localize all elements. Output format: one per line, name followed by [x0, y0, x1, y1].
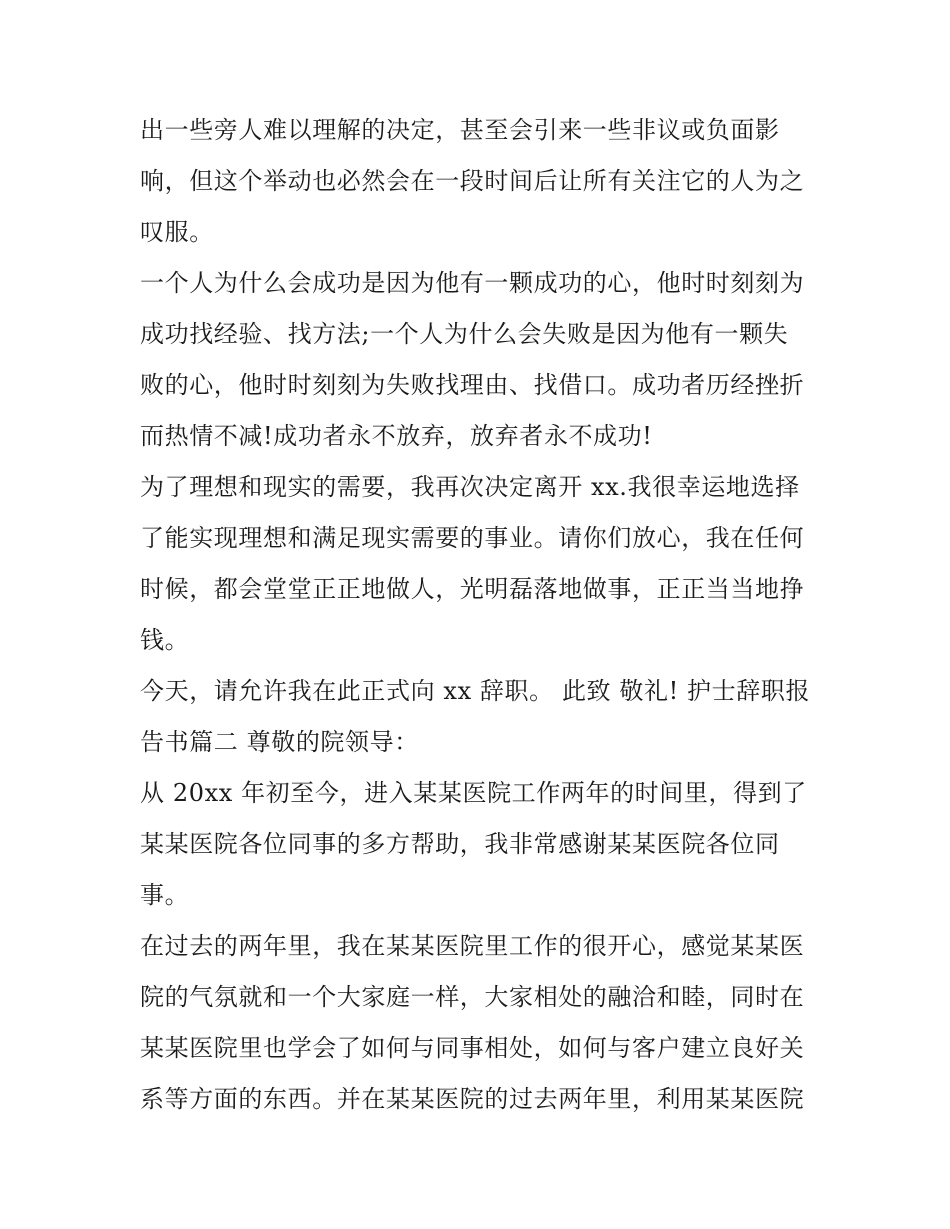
text-line: 从 20xx 年初至今，进入某某医院工作两年的时间里，得到了	[140, 779, 807, 807]
text-line: 系等方面的东西。并在某某医院的过去两年里，利用某某医院	[140, 1085, 805, 1113]
text-line: 院的气氛就和一个大家庭一样，大家相处的融洽和睦，同时在	[140, 983, 805, 1011]
text-line: 某某医院各位同事的多方帮助，我非常感谢某某医院各位同	[140, 830, 780, 858]
text-line: 成功找经验、找方法;一个人为什么会失败是因为他有一颗失	[140, 320, 789, 348]
text-line: 了能实现理想和满足现实需要的事业。请你们放心，我在任何	[140, 524, 805, 552]
text-line: 某某医院里也学会了如何与同事相处，如何与客户建立良好关	[140, 1034, 805, 1062]
text-line: 响，但这个举动也必然会在一段时间后让所有关注它的人为之	[140, 167, 805, 195]
text-line: 时候，都会堂堂正正地做人，光明磊落地做事，正正当当地挣	[140, 575, 805, 603]
text-line: 告书篇二 尊敬的院领导：	[140, 728, 419, 756]
text-line: 一个人为什么会成功是因为他有一颗成功的心，他时时刻刻为	[140, 269, 805, 297]
text-line: 出一些旁人难以理解的决定，甚至会引来一些非议或负面影	[140, 116, 780, 144]
text-line: 在过去的两年里，我在某某医院里工作的很开心，感觉某某医	[140, 932, 805, 960]
text-line: 今天，请允许我在此正式向 xx 辞职。 此致 敬礼! 护士辞职报	[140, 677, 811, 705]
text-line: 败的心，他时时刻刻为失败找理由、找借口。成功者历经挫折	[140, 371, 805, 399]
text-line: 事。	[140, 881, 190, 909]
text-line: 为了理想和现实的需要，我再次决定离开 xx.我很幸运地选择	[140, 473, 800, 501]
text-line: 而热情不减!成功者永不放弃，放弃者永不成功!	[140, 422, 653, 450]
text-line: 钱。	[140, 626, 190, 654]
text-line: 叹服。	[140, 218, 214, 246]
